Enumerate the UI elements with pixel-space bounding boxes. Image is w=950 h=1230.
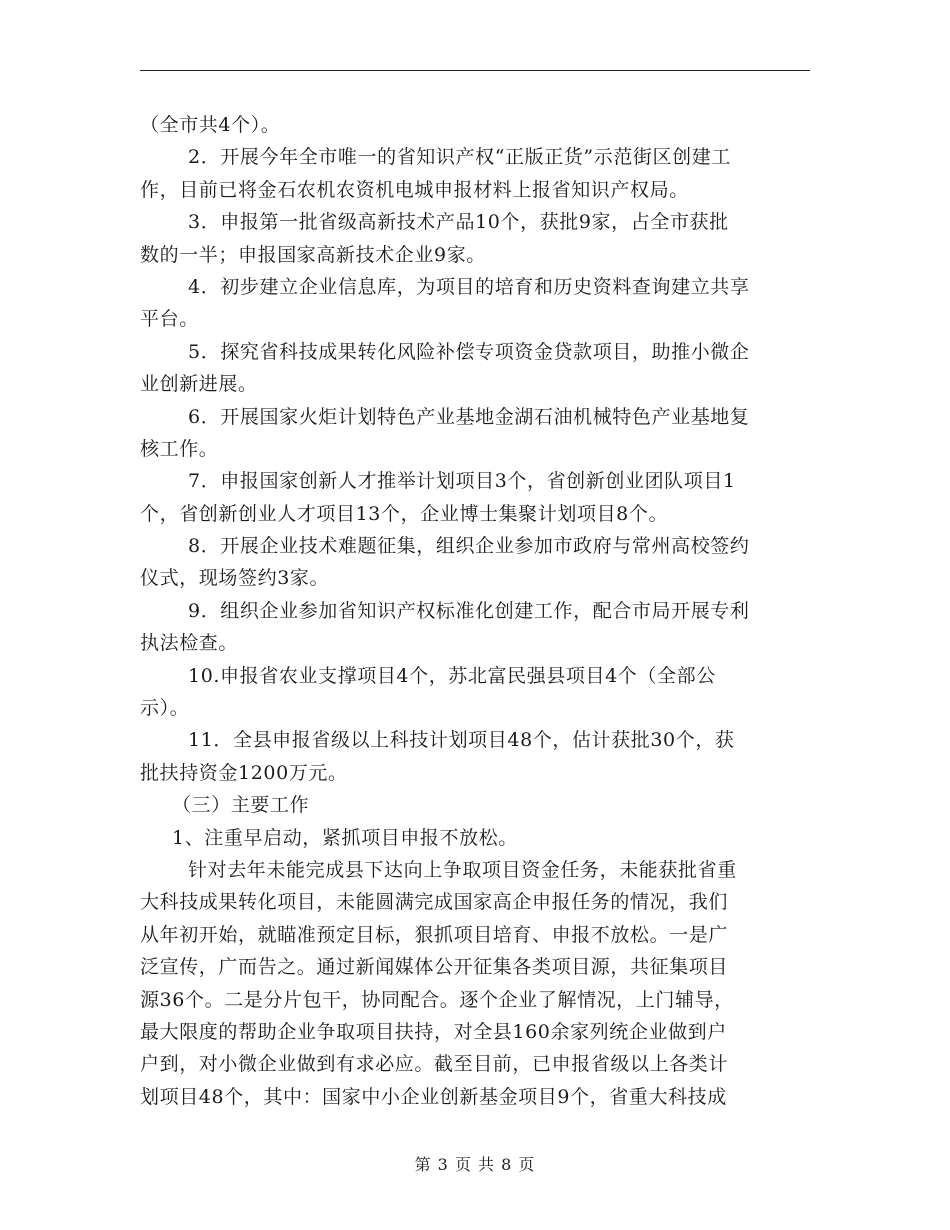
text-line: 执法检查。 [140,632,239,655]
text-line: 针对去年未能完成县下达向上争取项目资金任务，未能获批省重 [188,858,737,881]
text-line: 11．全县申报省级以上科技计划项目48个，估计获批30个，获 [188,729,735,752]
document-body [140,109,810,1113]
text-line: 户到，对小微企业做到有求必应。截至目前，已申报省级以上各类计 [140,1053,729,1076]
page-footer: 第 3 页 共 8 页 [414,1155,536,1174]
text-line: 批扶持资金1200万元。 [140,761,348,784]
text-line: 3．申报第一批省级高新技术产品10个，获批9家，占全市获批 [188,211,729,234]
text-line: 最大限度的帮助企业争取项目扶持，对全县160余家列统企业做到户 [140,1020,727,1043]
text-line: 6．开展国家火炬计划特色产业基地金湖石油机械特色产业基地复 [188,405,750,428]
text-line: （全市共4个）。 [140,114,281,136]
text-line: 示）。 [140,697,190,720]
text-line: 划项目48个，其中：国家中小企业创新基金项目9个，省重大科技成 [140,1085,727,1108]
text-line: 10.申报省农业支撑项目4个，苏北富民强县项目4个（全部公 [188,664,716,687]
text-line: 仪式，现场签约3家。 [140,567,330,590]
text-line: 数的一半；申报国家高新技术企业9家。 [140,243,486,266]
text-line: 9．组织企业参加省知识产权标准化创建工作，配合市局开展专利 [188,599,750,622]
text-line: 核工作。 [140,437,219,460]
text-line: 平台。 [140,308,199,331]
text-line: 7．申报国家创新人才推举计划项目3个，省创新创业团队项目1 [188,470,736,493]
text-line: 从年初开始，就瞄准预定目标，狠抓项目培育、申报不放松。一是广 [140,923,729,946]
text-line: 业创新进展。 [140,373,258,396]
header-rule [140,70,810,71]
text-line: 5．探究省科技成果转化风险补偿专项资金贷款项目，助推小微企 [188,340,750,363]
text-line: 泛宣传，广而告之。通过新闻媒体公开征集各类项目源，共征集项目 [140,956,729,979]
text-line: 源36个。二是分片包干，协同配合。逐个企业了解情况，上门辅导， [140,988,734,1011]
text-line: 作，目前已将金石农机农资机电城申报材料上报省知识产权局。 [140,178,689,201]
text-line: 8．开展企业技术难题征集，组织企业参加市政府与常州高校签约 [188,535,750,558]
text-line: 大科技成果转化项目，未能圆满完成国家高企申报任务的情况，我们 [140,891,729,914]
text-line: 个，省创新创业人才项目13个，企业博士集聚计划项目8个。 [140,502,669,525]
subsection-heading: 1、注重早启动，紧抓项目申报不放松。 [172,826,518,849]
section-heading: （三）主要工作 [172,794,310,817]
text-line: 4．初步建立企业信息库，为项目的培育和历史资料查询建立共享 [188,275,750,298]
text-line: 2．开展今年全市唯一的省知识产权“正版正货”示范街区创建工 [188,146,731,169]
